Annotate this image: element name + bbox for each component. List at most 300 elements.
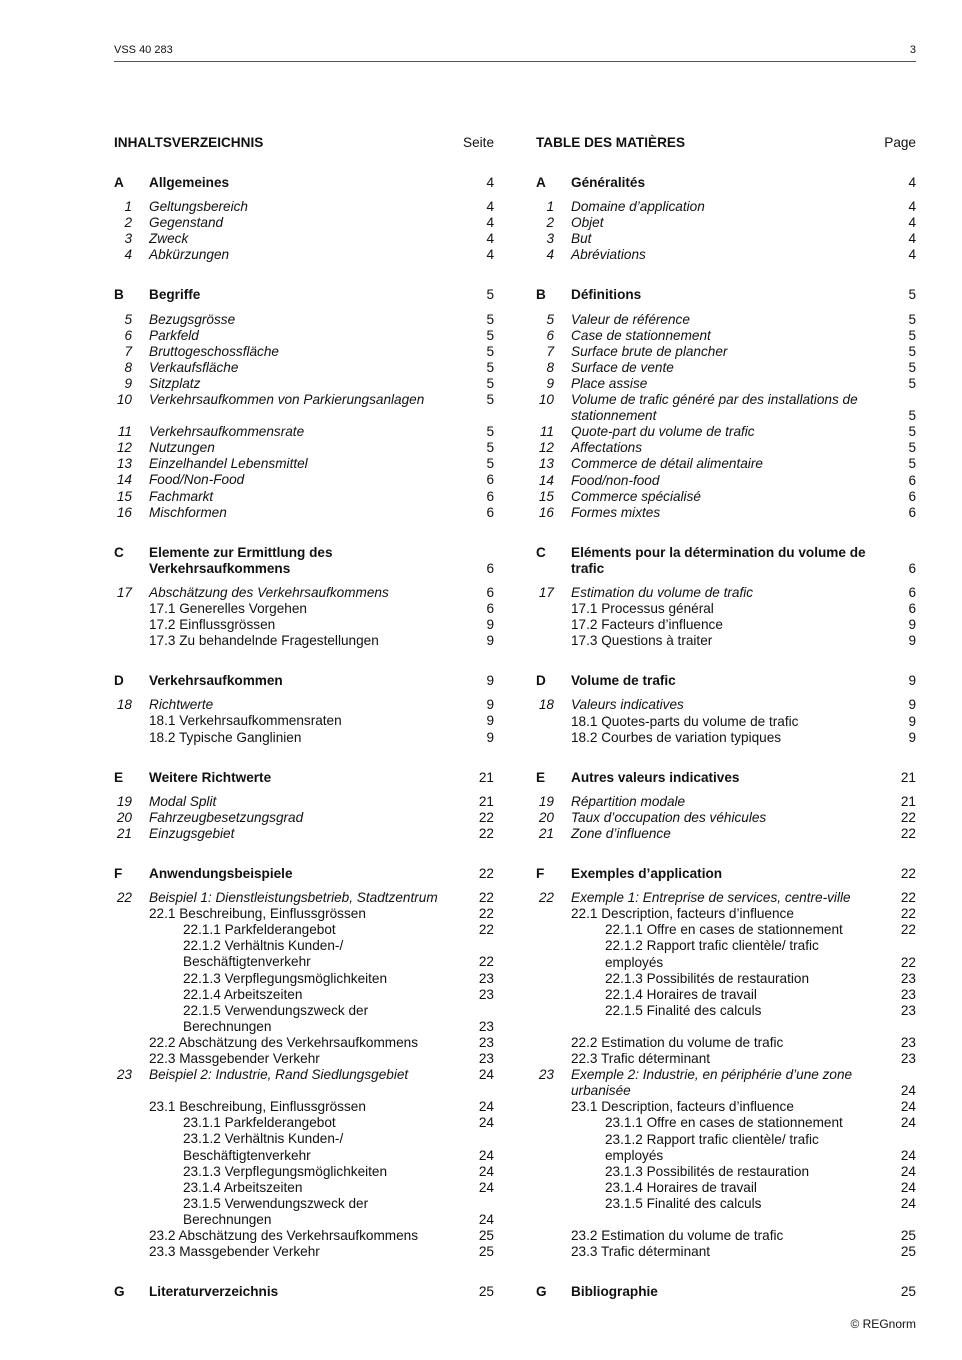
entry-number: 13 <box>538 456 554 472</box>
toc-entry <box>536 585 916 601</box>
entry-page: 22 <box>900 866 916 882</box>
toc-entry <box>536 1164 916 1180</box>
entry-number: 3 <box>124 231 132 247</box>
entry-number: B <box>536 287 546 303</box>
toc-entry <box>114 1131 494 1163</box>
entry-page: 9 <box>908 673 916 689</box>
toc-entry <box>536 1284 916 1300</box>
toc-entry <box>114 1035 494 1051</box>
entry-page: 24 <box>478 1147 494 1163</box>
entry-number: 7 <box>546 343 554 359</box>
entry-page: 22 <box>478 922 494 938</box>
entry-page: 24 <box>900 1099 916 1115</box>
toc-entry <box>536 906 916 922</box>
entry-title: Food/non-food <box>571 472 660 488</box>
entry-page: 22 <box>900 906 916 922</box>
entry-page: 6 <box>486 600 494 616</box>
entry-title: Geltungsbereich <box>149 199 248 215</box>
toc-german <box>114 135 494 1308</box>
toc-entry <box>536 1115 916 1131</box>
entry-page: 23 <box>478 1018 494 1034</box>
toc-entry <box>114 199 494 215</box>
entry-number: 20 <box>116 809 132 825</box>
entry-page: 6 <box>486 472 494 488</box>
entry-page: 23 <box>478 970 494 986</box>
entry-page: 21 <box>900 793 916 809</box>
entry-title: Literaturverzeichnis <box>149 1284 279 1300</box>
toc-entry <box>536 922 916 938</box>
entry-number: 23 <box>116 1067 132 1083</box>
toc-entry <box>536 1228 916 1244</box>
entry-page: 5 <box>486 359 494 375</box>
entry-page: 6 <box>486 504 494 520</box>
entry-number: 10 <box>538 392 554 408</box>
entry-title: Zone d’influence <box>571 826 671 841</box>
entry-page: 5 <box>486 327 494 343</box>
entry-page: 22 <box>900 954 916 970</box>
entry-title: 22.1.1 Offre en cases de stationnement <box>605 922 843 938</box>
copyright: © REGnorm <box>850 1317 916 1331</box>
entry-title: 23.1.4 Arbeitszeiten <box>183 1179 303 1195</box>
toc-entry <box>114 770 494 786</box>
entry-title: Fachmarkt <box>149 488 214 504</box>
toc-entry <box>114 231 494 247</box>
toc-entry <box>536 424 916 440</box>
entry-page: 5 <box>486 456 494 472</box>
toc-entry <box>536 1196 916 1212</box>
entry-page: 24 <box>478 1179 494 1195</box>
toc-entry <box>536 376 916 392</box>
entry-page: 4 <box>486 175 494 190</box>
entry-number: 22 <box>538 890 554 906</box>
entry-title: Exemples d’application <box>571 866 723 882</box>
entry-page: 25 <box>478 1284 494 1300</box>
entry-number: 8 <box>124 359 132 375</box>
entry-title: 23.1 Beschreibung, Einflussgrössen <box>149 1099 366 1115</box>
entry-number: B <box>114 287 124 303</box>
entry-number: 7 <box>124 343 132 359</box>
entry-title: 23.1.3 Possibilités de restauration <box>605 1163 810 1179</box>
toc-entry <box>114 215 494 231</box>
entry-title: 22.1.3 Possibilités de restauration <box>605 970 810 986</box>
entry-page: 23 <box>900 1002 916 1018</box>
entry-title: Case de stationnement <box>571 327 711 343</box>
entry-page: 24 <box>900 1179 916 1195</box>
entry-number: 19 <box>538 793 554 809</box>
toc-entry <box>536 360 916 376</box>
entry-title: Bibliographie <box>571 1284 658 1300</box>
toc-entry <box>114 1228 494 1244</box>
toc-entry <box>114 1284 494 1300</box>
entry-page: 5 <box>486 287 494 303</box>
entry-page: 24 <box>478 1115 494 1131</box>
entry-number: 19 <box>116 793 132 809</box>
toc-entry <box>114 376 494 392</box>
toc-entry <box>114 730 494 746</box>
entry-page: 23 <box>478 1034 494 1050</box>
toc-entry <box>114 328 494 344</box>
toc-entry <box>114 633 494 649</box>
entry-title: Nutzungen <box>149 440 215 456</box>
toc-entry <box>536 697 916 713</box>
toc-entry <box>536 1003 916 1019</box>
entry-title: Anwendungsbeispiele <box>149 866 293 881</box>
entry-title: Allgemeines <box>149 175 230 190</box>
entry-number: 14 <box>116 472 132 488</box>
entry-page: 9 <box>908 729 916 745</box>
toc-entry <box>536 440 916 456</box>
entry-title: Weitere Richtwerte <box>149 769 272 785</box>
entry-page: 9 <box>486 673 494 689</box>
toc-title-row <box>536 135 916 153</box>
entry-page: 21 <box>478 793 494 809</box>
entry-page: 25 <box>900 1244 916 1260</box>
entry-page: 6 <box>908 488 916 504</box>
entry-title: 23.3 Trafic déterminant <box>571 1244 711 1260</box>
toc-entry <box>114 1099 494 1115</box>
entry-title: Mischformen <box>149 504 227 520</box>
toc-entry <box>114 1051 494 1067</box>
entry-page: 24 <box>900 1163 916 1179</box>
entry-page: 5 <box>908 424 916 440</box>
entry-title: Beispiel 1: Dienstleistungsbetrieb, Stadtzentrum <box>149 890 438 906</box>
entry-title: Food/Non-Food <box>149 472 245 488</box>
entry-number: 22 <box>116 890 132 906</box>
entry-title: 23.1.2 Verhältnis Kunden-/ Beschäftigtenverkehr <box>183 1131 344 1163</box>
entry-page: 22 <box>900 922 916 938</box>
page-number: 3 <box>909 44 916 56</box>
entry-page: 5 <box>486 440 494 456</box>
toc-entry <box>536 247 916 263</box>
toc-french <box>536 135 916 1308</box>
entry-title: Valeurs indicatives <box>571 697 684 713</box>
toc-entry <box>114 890 494 906</box>
toc-entry <box>536 215 916 231</box>
entry-number: F <box>536 866 545 882</box>
toc-entry <box>114 247 494 263</box>
entry-title: 23.1.1 Offre en cases de stationnement <box>605 1115 843 1131</box>
entry-title: 23.2 Abschätzung des Verkehrsaufkommens <box>149 1227 419 1243</box>
entry-page: 9 <box>908 617 916 633</box>
toc-entry <box>114 713 494 729</box>
entry-number: 21 <box>116 825 132 841</box>
toc-entry <box>114 987 494 1003</box>
toc-entry <box>536 489 916 505</box>
entry-page: 5 <box>908 359 916 375</box>
entry-page: 23 <box>478 1051 494 1067</box>
toc-entry <box>536 1099 916 1115</box>
entry-title: Exemple 1: Entreprise de services, centre-ville <box>571 890 851 906</box>
entry-page: 24 <box>478 1067 494 1083</box>
toc-entry <box>114 601 494 617</box>
toc-entry <box>536 344 916 360</box>
entry-page: 4 <box>908 247 916 263</box>
toc-entry <box>536 826 916 842</box>
entry-page: 4 <box>486 215 494 231</box>
entry-number: C <box>536 544 546 560</box>
entry-title: 23.2 Estimation du volume de trafic <box>571 1227 784 1243</box>
toc-entry <box>536 287 916 303</box>
entry-number: 16 <box>116 504 132 520</box>
entry-page: 6 <box>908 560 916 576</box>
toc-entry <box>536 1067 916 1099</box>
toc-entry <box>114 1244 494 1260</box>
toc-entry <box>114 673 494 689</box>
toc-title: INHALTSVERZEICHNIS <box>114 135 264 150</box>
entry-number: 16 <box>538 504 554 520</box>
entry-page: 5 <box>908 327 916 343</box>
toc-entry <box>536 1180 916 1196</box>
toc-entry <box>536 1035 916 1051</box>
entry-page: 4 <box>486 247 494 263</box>
entry-page: 6 <box>486 488 494 504</box>
entry-number: E <box>114 769 124 785</box>
toc-entry <box>114 505 494 521</box>
entry-title: Exemple 2: Industrie, en périphérie d’une zone urbanisée <box>571 1067 853 1099</box>
entry-number: A <box>536 175 546 190</box>
entry-page: 22 <box>900 809 916 825</box>
entry-page: 24 <box>478 1099 494 1115</box>
entry-number: 12 <box>538 440 554 456</box>
entry-page: 9 <box>908 713 916 729</box>
toc-entry <box>536 866 916 882</box>
entry-number: 14 <box>538 472 554 488</box>
entry-title: Valeur de référence <box>571 311 690 327</box>
entry-title: 23.3 Massgebender Verkehr <box>149 1244 320 1260</box>
entry-number: 3 <box>546 231 554 247</box>
entry-title: Définitions <box>571 287 642 303</box>
toc-entry <box>536 505 916 521</box>
entry-page: 5 <box>908 440 916 456</box>
toc-entry <box>114 866 494 882</box>
entry-page: 4 <box>486 199 494 215</box>
toc-entry <box>536 673 916 689</box>
entry-page: 25 <box>900 1227 916 1243</box>
toc-entry <box>536 730 916 746</box>
entry-page: 5 <box>908 456 916 472</box>
toc-entry <box>114 175 494 191</box>
entry-title: 17.3 Questions à traiter <box>571 633 713 649</box>
entry-page: 9 <box>486 633 494 649</box>
entry-title: Abschätzung des Verkehrsaufkommens <box>149 584 389 600</box>
entry-title: Elemente zur Ermittlung des Verkehrsaufkommens <box>149 544 333 576</box>
entry-title: Estimation du volume de trafic <box>571 584 754 600</box>
entry-number: 4 <box>546 247 554 263</box>
entry-title: 22.2 Estimation du volume de trafic <box>571 1034 784 1050</box>
entry-title: Commerce spécialisé <box>571 488 701 504</box>
entry-title: 22.1.5 Finalité des calculs <box>605 1002 762 1018</box>
toc-title: TABLE DES MATIÈRES <box>536 135 686 150</box>
toc-entry <box>536 633 916 649</box>
toc-entry <box>114 456 494 472</box>
entry-page: 5 <box>908 408 916 424</box>
entry-title: 23.1.1 Parkfelderangebot <box>183 1115 336 1131</box>
entry-title: Bruttogeschossfläche <box>149 343 279 359</box>
entry-page: 6 <box>908 472 916 488</box>
entry-title: Formes mixtes <box>571 504 661 520</box>
toc-entry <box>114 585 494 601</box>
toc-entry <box>536 971 916 987</box>
entry-title: Répartition modale <box>571 793 686 809</box>
entry-page: 24 <box>478 1211 494 1227</box>
toc-entry <box>536 312 916 328</box>
toc-entry <box>536 456 916 472</box>
entry-title: 22.1.4 Horaires de travail <box>605 986 757 1002</box>
entry-number: G <box>536 1284 547 1300</box>
entry-number: 11 <box>117 424 132 440</box>
entry-number: D <box>114 673 124 689</box>
toc-entry <box>114 344 494 360</box>
toc-entry <box>114 697 494 713</box>
entry-title: 22.2 Abschätzung des Verkehrsaufkommens <box>149 1034 419 1050</box>
toc-entry <box>536 794 916 810</box>
entry-title: Einzelhandel Lebensmittel <box>149 456 308 472</box>
entry-title: 22.1.5 Verwendungszweck der Berechnungen <box>183 1002 369 1034</box>
toc-entry <box>114 922 494 938</box>
entry-title: 23.1 Description, facteurs d’influence <box>571 1099 794 1115</box>
entry-title: Verkaufsfläche <box>149 359 239 375</box>
entry-title: 17.1 Generelles Vorgehen <box>149 600 307 616</box>
entry-page: 24 <box>900 1083 916 1099</box>
entry-page: 6 <box>908 601 916 617</box>
entry-page: 5 <box>486 311 494 327</box>
entry-title: Abkürzungen <box>149 247 230 263</box>
entry-page: 9 <box>908 697 916 713</box>
entry-title: 22.1.2 Verhältnis Kunden-/ Beschäftigtenverkehr <box>183 938 344 970</box>
entry-title: 23.1.2 Rapport trafic clientèle/ trafic employés <box>605 1131 819 1163</box>
entry-title: 22.3 Massgebender Verkehr <box>149 1051 320 1067</box>
entry-page: 9 <box>486 617 494 633</box>
toc-entry <box>536 890 916 906</box>
toc-entry <box>536 770 916 786</box>
toc-entry <box>114 440 494 456</box>
entry-page: 24 <box>478 1163 494 1179</box>
entry-title: 18.2 Typische Ganglinien <box>149 729 302 745</box>
toc-entry <box>536 938 916 970</box>
toc-entry <box>114 1196 494 1228</box>
entry-number: E <box>536 769 546 785</box>
entry-title: Begriffe <box>149 287 201 303</box>
entry-number: G <box>114 1284 125 1300</box>
toc-entry <box>114 545 494 577</box>
entry-number: 12 <box>116 440 132 456</box>
entry-page: 6 <box>908 504 916 520</box>
entry-page: 22 <box>900 890 916 906</box>
entry-page: 5 <box>486 392 494 408</box>
toc-entry <box>536 175 916 191</box>
entry-title: Zweck <box>149 231 189 247</box>
entry-page: 23 <box>900 970 916 986</box>
entry-page: 25 <box>478 1244 494 1260</box>
entry-title: 22.1 Description, facteurs d’influence <box>571 906 794 922</box>
entry-page: 6 <box>486 560 494 576</box>
entry-page: 21 <box>900 769 916 785</box>
entry-number: 15 <box>538 488 554 504</box>
toc-entry <box>114 906 494 922</box>
toc-entry <box>536 714 916 730</box>
entry-title: Surface de vente <box>571 359 674 375</box>
entry-title: Place assise <box>571 375 648 391</box>
toc-entry <box>536 987 916 1003</box>
entry-number: 1 <box>546 199 554 215</box>
entry-number: 15 <box>116 488 132 504</box>
entry-page: 25 <box>478 1227 494 1243</box>
entry-number: 18 <box>538 697 554 713</box>
entry-title: Sitzplatz <box>149 375 201 391</box>
entry-page: 5 <box>486 375 494 391</box>
page-column-label: Page <box>884 135 916 150</box>
toc-entry <box>114 472 494 488</box>
entry-title: Bezugsgrösse <box>149 311 236 327</box>
entry-page: 6 <box>908 584 916 600</box>
entry-number: 21 <box>538 826 554 841</box>
toc-entry <box>114 971 494 987</box>
entry-title: 22.1.1 Parkfelderangebot <box>183 922 336 938</box>
entry-title: Eléments pour la détermination du volume de trafic <box>571 544 866 576</box>
entry-page: 22 <box>478 866 494 881</box>
toc-entry <box>536 199 916 215</box>
entry-number: F <box>114 866 123 881</box>
entry-page: 22 <box>900 826 916 841</box>
toc-entry <box>114 810 494 826</box>
toc-entry <box>114 489 494 505</box>
entry-page: 22 <box>478 906 494 922</box>
toc-entry <box>536 392 916 424</box>
toc-entry <box>114 1115 494 1131</box>
entry-number: 10 <box>116 392 132 408</box>
entry-title: Gegenstand <box>149 215 224 231</box>
toc-entry <box>114 360 494 376</box>
entry-page: 25 <box>900 1284 916 1300</box>
entry-title: 18.1 Quotes-parts du volume de trafic <box>571 713 799 729</box>
entry-number: 23 <box>538 1067 554 1083</box>
entry-title: Richtwerte <box>149 697 214 713</box>
entry-page: 21 <box>478 769 494 785</box>
entry-title: 22.1.4 Arbeitszeiten <box>183 986 303 1002</box>
entry-page: 9 <box>486 697 494 713</box>
toc-entry <box>114 312 494 328</box>
entry-number: 4 <box>124 247 132 263</box>
entry-page: 5 <box>908 311 916 327</box>
toc-entry <box>536 473 916 489</box>
entry-page: 23 <box>478 986 494 1002</box>
entry-page: 5 <box>908 287 916 303</box>
entry-title: 17.2 Einflussgrössen <box>149 617 276 633</box>
entry-title: 17.1 Processus général <box>571 601 714 617</box>
entry-title: 23.1.5 Finalité des calculs <box>605 1195 762 1211</box>
entry-number: 2 <box>124 215 132 231</box>
entry-title: Autres valeurs indicatives <box>571 769 740 785</box>
entry-number: 1 <box>124 199 132 215</box>
entry-page: 24 <box>900 1147 916 1163</box>
entry-page: 23 <box>900 1051 916 1067</box>
entry-title: 22.1.2 Rapport trafic clientèle/ trafic employés <box>605 938 819 970</box>
toc-entry <box>536 810 916 826</box>
entry-page: 9 <box>908 633 916 649</box>
entry-title: Fahrzeugbesetzungsgrad <box>149 809 304 825</box>
page-column-label: Seite <box>463 135 494 150</box>
entry-title: 17.2 Facteurs d’influence <box>571 617 723 633</box>
entry-title: 23.1.4 Horaires de travail <box>605 1179 757 1195</box>
entry-title: Taux d’occupation des véhicules <box>571 809 767 825</box>
entry-title: 18.1 Verkehrsaufkommensraten <box>149 713 342 729</box>
toc-entry <box>536 601 916 617</box>
entry-page: 22 <box>478 825 494 841</box>
entry-title: Verkehrsaufkommensrate <box>149 424 305 440</box>
entry-number: 6 <box>546 327 554 343</box>
entry-title: 22.1.3 Verpflegungsmöglichkeiten <box>183 970 388 986</box>
entry-page: 6 <box>486 584 494 600</box>
